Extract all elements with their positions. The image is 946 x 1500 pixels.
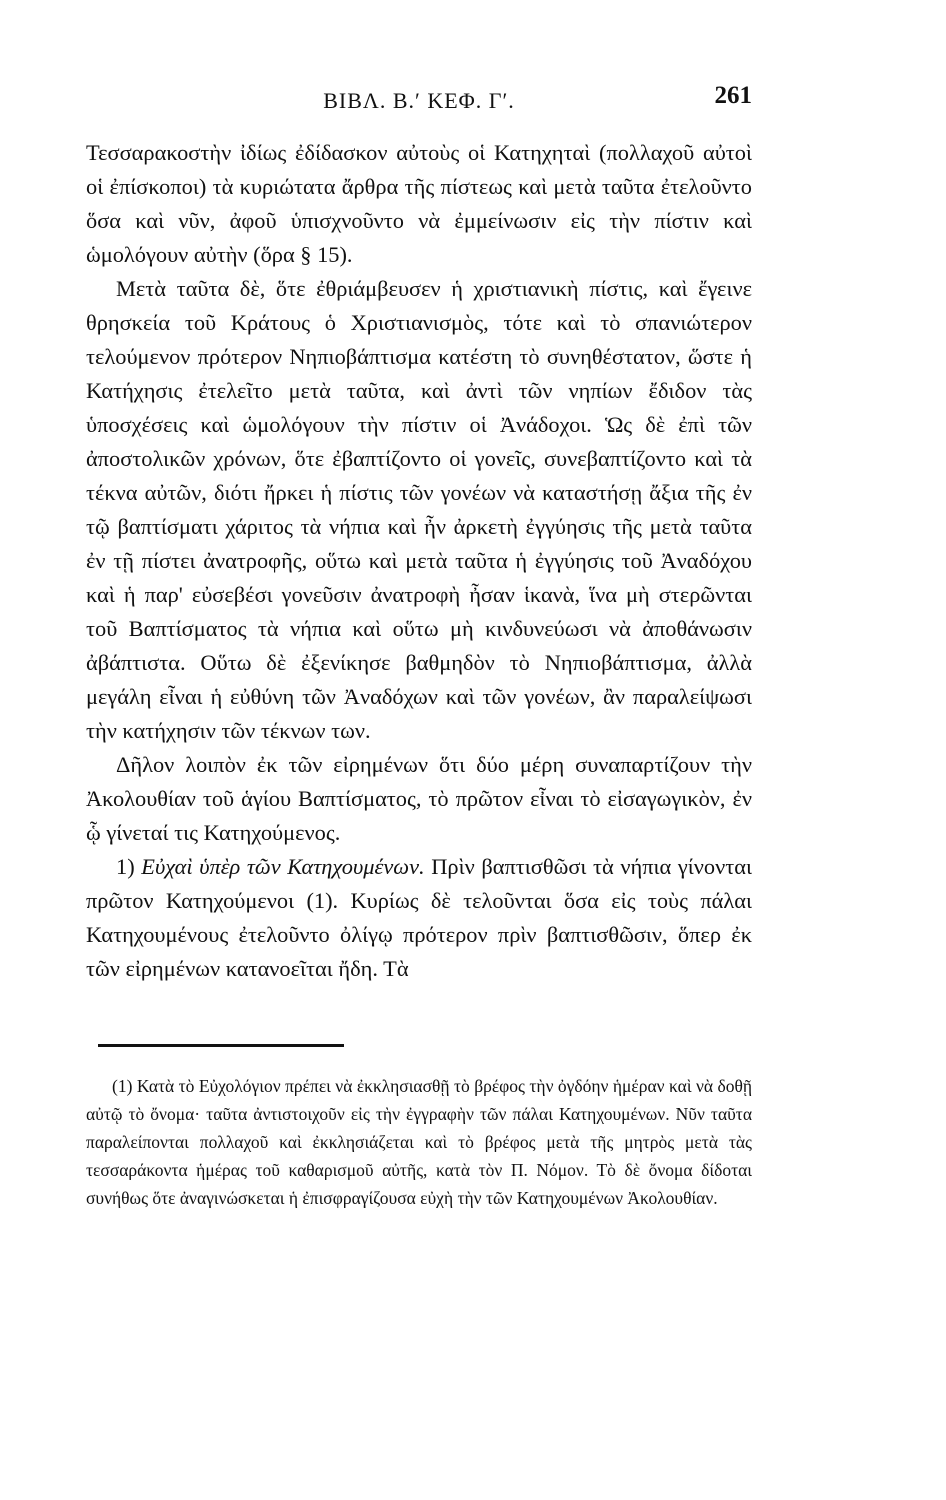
section-heading: Εὐχαὶ ὑπὲρ τῶν Κατηχουμένων. [141,854,425,879]
paragraph [86,850,752,986]
page-number: 261 [714,82,752,109]
paragraph-text: Πρὶν βαπτισθῶσι τὰ νήπια γίνονται πρῶτον Κατηχούμενοι (1). Κυρίως δὲ τελοῦνται ὅσα εἰς τοὺς πάλαι Κατηχουμένους ἐτελοῦντο ὀλίγῳ πρότερον πρὶν βαπτισθῶσιν, ὅπερ ἐκ τῶν εἰρημένων κατανοεῖται ἤδη. Τὰ [86,854,752,981]
paragraph: Τεσσαρακοστὴν ἰδίως ἐδίδασκον αὐτοὺς οἱ Κατηχηταὶ (πολλαχοῦ αὐτοὶ οἱ ἐπίσκοποι) τὰ κυριώτατα ἄρθρα τῆς πίστεως καὶ μετὰ ταῦτα ἐτελοῦντο ὅσα καὶ νῦν, ἀφοῦ ὑπισχνοῦντο νὰ ἐμμείνωσιν εἰς τὴν πίστιν καὶ ὡμολόγουν αὐτὴν (ὅρα § 15). [86,140,752,267]
footnotes [86,1072,752,1212]
running-head: ΒΙΒΛ. Β.′ ΚΕΦ. Γ′. [323,88,515,113]
footnote-rule [98,1044,344,1047]
paragraph: Δῆλον λοιπὸν ἐκ τῶν εἰρημένων ὅτι δύο μέρη συναπαρτίζουν τὴν Ἀκολουθίαν τοῦ ἁγίου Βαπτίσματος, τὸ πρῶτον εἶναι τὸ εἰσαγωγικὸν, ἐν ᾧ γίνεταί τις Κατηχούμενος. [86,752,752,845]
book-page [86,82,752,1412]
main-text [86,136,752,986]
footnote: (1) Κατὰ τὸ Εὐχολόγιον πρέπει νὰ ἐκκλησιασθῇ τὸ βρέφος τὴν ὀγδόην ἡμέραν καὶ νὰ δοθῇ αὐτῷ τὸ ὄνομα· ταῦτα ἀντιστοιχοῦν εἰς τὴν ἐγγραφὴν τῶν πάλαι Κατηχουμένων. Νῦν ταῦτα παραλείπονται πολλαχοῦ καὶ ἐκκλησιάζεται καὶ τὸ βρέφος μετὰ τῆς μητρὸς μετὰ τὰς τεσσαράκοντα ἡμέρας τοῦ καθαρισμοῦ αὐτῆς, κατὰ τὸν Π. Νόμον. Τὸ δὲ ὄνομα δίδοται συνήθως ὅτε ἀναγινώσκεται ἡ ἐπισφραγίζουσα εὐχὴ τὴν τῶν Κατηχουμένων Ἀκολουθίαν. [86,1076,752,1208]
page-header [86,82,752,122]
paragraph: Μετὰ ταῦτα δὲ, ὅτε ἐθριάμβευσεν ἡ χριστιανικὴ πίστις, καὶ ἔγεινε θρησκεία τοῦ Κράτους ὁ Χριστιανισμὸς, τότε καὶ τὸ σπανιώτερον τελούμενον πρότερον Νηπιοβάπτισμα κατέστη τὸ συνηθέστατον, ὥστε ἡ Κατήχησις ἐτελεῖτο μετὰ ταῦτα, καὶ ἀντὶ τῶν νηπίων ἔδιδον τὰς ὑποσχέσεις καὶ ὡμολόγουν τὴν πίστιν οἱ Ἀνάδοχοι. Ὡς δὲ ἐπὶ τῶν ἀποστολικῶν χρόνων, ὅτε ἐβαπτίζοντο οἱ γονεῖς, συνεβαπτίζοντο καὶ τὰ τέκνα αὐτῶν, διότι ἤρκει ἡ πίστις τῶν γονέων νὰ καταστήσῃ ἄξια τῆς ἐν τῷ βαπτίσματι χάριτος τὰ νήπια καὶ ἦν ἀρκετὴ ἐγγύησις τῆς μετὰ ταῦτα ἐν τῇ πίστει ἀνατροφῆς, οὕτω καὶ μετὰ ταῦτα ἡ ἐγγύησις τοῦ Ἀναδόχου καὶ ἡ παρ' εὐσεβέσι γονεῦσιν ἀνατροφὴ ἦσαν ἱκανὰ, ἵνα μὴ στερῶνται τοῦ Βαπτίσματος τὰ νήπια καὶ οὕτω μὴ κινδυνεύωσι νὰ ἀποθάνωσιν ἀβάπτιστα. Οὕτω δὲ ἐξενίκησε βαθμηδὸν τὸ Νηπιοβάπτισμα, ἀλλὰ μεγάλη εἶναι ἡ εὐθύνη τῶν Ἀναδόχων καὶ τῶν γονέων, ἂν παραλείψωσι τὴν κατήχησιν τῶν τέκνων των. [86,276,752,743]
section-number: 1) [116,854,135,879]
